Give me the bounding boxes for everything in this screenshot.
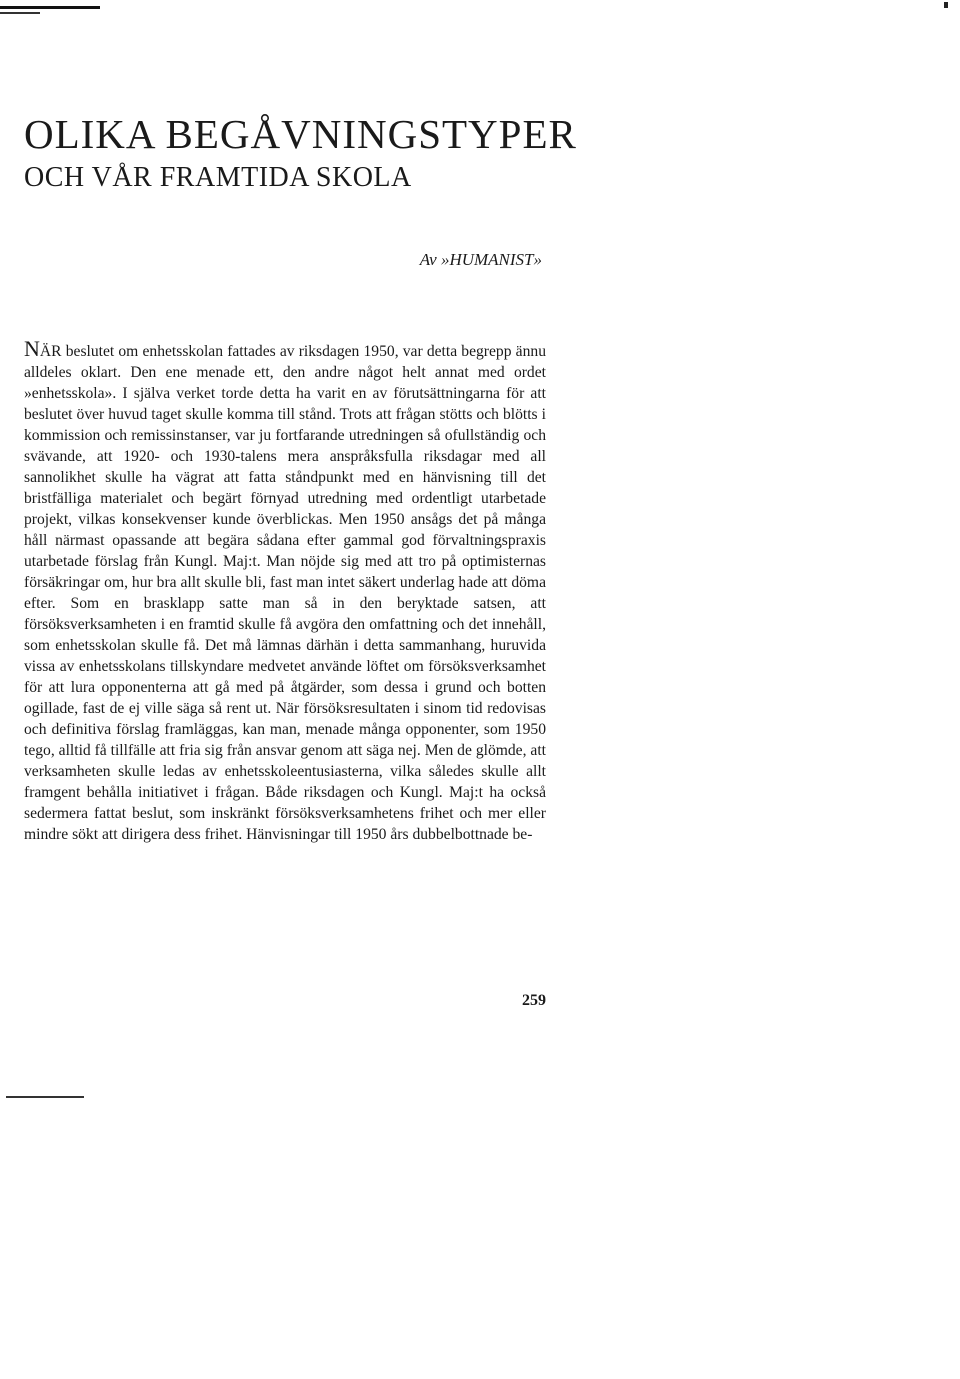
article-byline: Av »HUMANIST»: [419, 250, 542, 269]
body-paragraph: beslutet om enhetsskolan fattades av riksdagen 1950, var detta begrepp ännu alldeles oklart. Den ene menade ett, den andre något helt annat med ordet »enhetsskola». I själva verket torde detta ha varit en av förutsättningarna för att beslutet över huvud taget skulle komma till stånd. Trots att frågan stötts och blötts i kommission och remissinstanser, var ju fortfarande utredningen så ofullständig och svävande, att 1920- och 1930-talens mera anspråksfulla riksdagar med all sannolikhet skulle ha vägrat att fatta ståndpunkt med en hänvisning till det bristfälliga materialet och begärt förnyad utredning med ordentligt utarbetade projekt, vilkas konsekvenser kunde överblickas. Men 1950 ansågs det på många håll närmast opassande att begära sådana efter gammal god förvaltningspraxis utarbetade förslag från Kungl. Maj:t. Man nöjde sig med att tro på optimisternas försäkringar om, hur bra allt skulle bli, fast man intet säkert underlag hade att döma efter. Som en brasklapp satte man så in den beryktade satsen, att försöksverksamheten i en framtid skulle få avgöra den omfattning och det innehåll, som enhetsskolan skulle få. Det må lämnas därhän i detta sammanhang, huruvida vissa av enhetsskolans tillskyndare medvetet använde löftet om försöksverksamhet för att lura opponenterna att gå med på åtgärder, som dessa i grund och botten ogillade, fast de ej ville säga så rent ut. När försöksresultaten i sinom tid redovisas och definitiva förslag framläggas, kan man, menade många opponenter, som 1950 tego, alltid få tillfälle att fria sig från ansvar genom att säga nej. Men de glömde, att verksamheten skulle ledas av enhetsskoleentusiasterna, vilka således skulle allt framgent behålla initiativet i frågan. Både riksdagen och Kungl. Maj:t ha också sedermera fattat beslut, som inskränkt försöksverksamhetens frihet och mer eller mindre sökt att dirigera dess frihet. Hänvisningar till 1950 års dubbelbottnade be-: [24, 343, 546, 843]
article-body: [24, 336, 546, 845]
article-subtitle: OCH VÅR FRAMTIDA SKOLA: [24, 162, 412, 193]
scan-artifact-top-rule: [0, 6, 100, 9]
article-title: OLIKA BEGÅVNINGSTYPER: [24, 111, 577, 157]
scan-artifact-corner-mark: [944, 2, 948, 8]
body-lead-word: ÄR: [39, 343, 62, 360]
scan-artifact-top-rule-short: [0, 12, 40, 14]
page-number: 259: [522, 992, 546, 1009]
scan-artifact-bottom-rule: [6, 1096, 84, 1098]
drop-cap-initial: N: [24, 336, 40, 361]
